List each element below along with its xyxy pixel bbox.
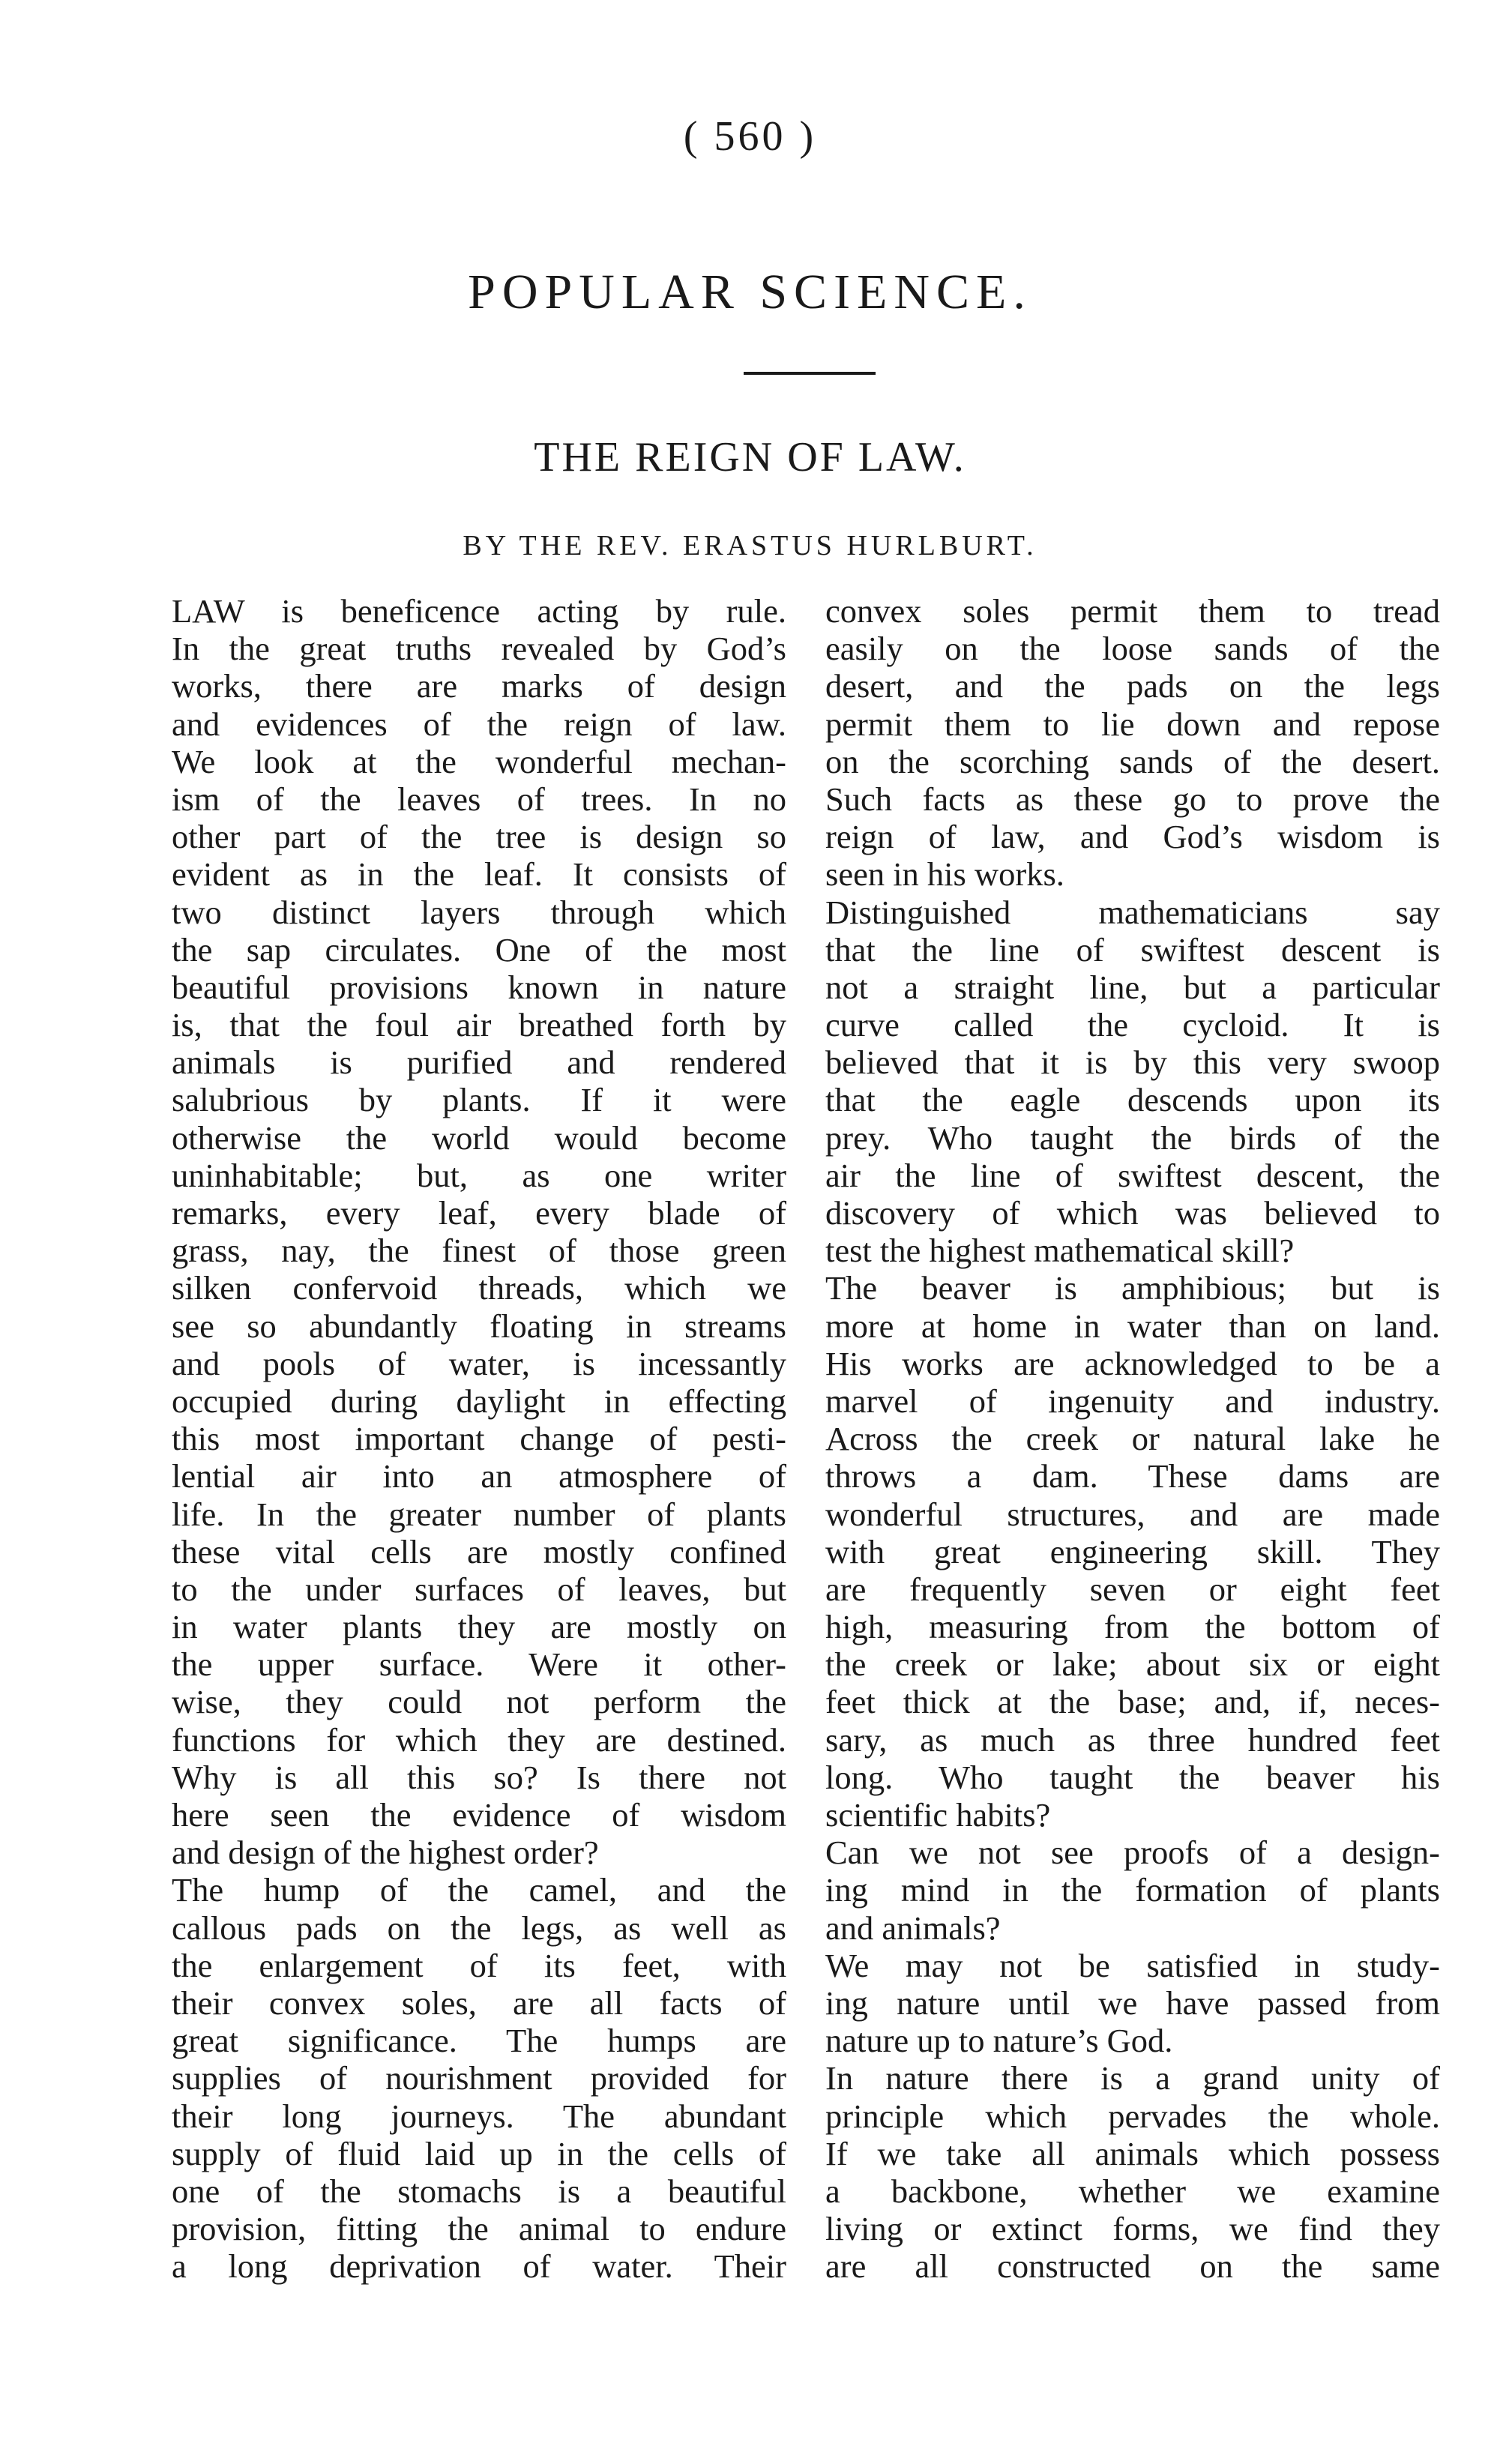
text-line: otherwise the world would become bbox=[172, 1118, 786, 1157]
text-line: We look at the wonderful mechan- bbox=[172, 742, 786, 780]
byline: BY THE REV. ERASTUS HURLBURT. bbox=[463, 530, 1037, 561]
text-line: the creek or lake; about six or eight bbox=[825, 1645, 1440, 1684]
text-line: wonderful structures, and are made bbox=[825, 1495, 1440, 1533]
text-line: their convex soles, are all facts of bbox=[172, 1983, 786, 2022]
text-line: marvel of ingenuity and industry. bbox=[825, 1382, 1440, 1420]
text-line: In the great truths revealed by God’s bbox=[172, 630, 786, 668]
text-line: works, there are marks of design bbox=[172, 667, 786, 705]
text-line: that the eagle descends upon its bbox=[825, 1081, 1440, 1119]
left-column bbox=[172, 592, 786, 2285]
text-line: ing nature until we have passed from bbox=[825, 1983, 1440, 2022]
text-line: not a straight line, but a particular bbox=[825, 968, 1440, 1006]
text-line: The hump of the camel, and the bbox=[172, 1871, 786, 1909]
text-line: on the scorching sands of the desert. bbox=[825, 742, 1440, 780]
text-line: and evidences of the reign of law. bbox=[172, 705, 786, 743]
text-line: Across the creek or natural lake he bbox=[825, 1420, 1440, 1458]
text-line: with great engineering skill. They bbox=[825, 1532, 1440, 1570]
text-line: and animals? bbox=[825, 1909, 1001, 1947]
text-line: reign of law, and God’s wisdom is bbox=[825, 818, 1440, 856]
text-line: and pools of water, is incessantly bbox=[172, 1344, 786, 1382]
text-line: His works are acknowledged to be a bbox=[825, 1344, 1440, 1382]
text-line: feet thick at the base; and, if, neces- bbox=[825, 1683, 1440, 1721]
text-line: Distinguished mathematicians say bbox=[825, 893, 1440, 931]
right-column bbox=[825, 592, 1440, 2285]
text-line: supplies of nourishment provided for bbox=[172, 2059, 786, 2097]
text-line: provision, fitting the animal to endure bbox=[172, 2210, 786, 2248]
text-line: sary, as much as three hundred feet bbox=[825, 1720, 1440, 1759]
text-line: lential air into an atmosphere of bbox=[172, 1457, 786, 1495]
text-line: Such facts as these go to prove the bbox=[825, 780, 1440, 818]
text-line: seen in his works. bbox=[825, 855, 1064, 894]
text-line: long. Who taught the beaver his bbox=[825, 1758, 1440, 1796]
text-line: supply of fluid laid up in the cells of bbox=[172, 2134, 786, 2172]
text-line: to the under surfaces of leaves, but bbox=[172, 1570, 786, 1608]
text-line: throws a dam. These dams are bbox=[825, 1457, 1440, 1495]
text-line: test the highest mathematical skill? bbox=[825, 1232, 1295, 1270]
text-line: in water plants they are mostly on bbox=[172, 1608, 786, 1646]
text-line: callous pads on the legs, as well as bbox=[172, 1909, 786, 1947]
text-line: silken confervoid threads, which we bbox=[172, 1269, 786, 1307]
text-line: In nature there is a grand unity of bbox=[825, 2059, 1440, 2097]
text-line: wise, they could not perform the bbox=[172, 1683, 786, 1721]
text-line: If we take all animals which possess bbox=[825, 2134, 1440, 2172]
text-line: animals is purified and rendered bbox=[172, 1043, 786, 1082]
text-line: beautiful provisions known in nature bbox=[172, 968, 786, 1006]
text-line: remarks, every leaf, every blade of bbox=[172, 1194, 786, 1232]
text-line: scientific habits? bbox=[825, 1796, 1051, 1834]
text-line: are all constructed on the same bbox=[825, 2247, 1440, 2286]
text-line: a backbone, whether we examine bbox=[825, 2172, 1440, 2210]
title-rule bbox=[744, 372, 876, 375]
text-line: ism of the leaves of trees. In no bbox=[172, 780, 786, 818]
text-line: Can we not see proofs of a design- bbox=[825, 1834, 1440, 1872]
text-line: easily on the loose sands of the bbox=[825, 630, 1440, 668]
text-line: living or extinct forms, we find they bbox=[825, 2210, 1440, 2248]
text-line: salubrious by plants. If it were bbox=[172, 1081, 786, 1119]
text-line: see so abundantly floating in streams bbox=[172, 1307, 786, 1345]
text-line: prey. Who taught the birds of the bbox=[825, 1118, 1440, 1157]
text-line: Why is all this so? Is there not bbox=[172, 1758, 786, 1796]
text-line: a long deprivation of water. Their bbox=[172, 2247, 786, 2286]
text-line: believed that it is by this very swoop bbox=[825, 1043, 1440, 1082]
text-line: desert, and the pads on the legs bbox=[825, 667, 1440, 705]
article-title: THE REIGN OF LAW. bbox=[534, 434, 966, 481]
text-line: is, that the foul air breathed forth by bbox=[172, 1006, 786, 1044]
text-line: the sap circulates. One of the most bbox=[172, 930, 786, 969]
text-line: life. In the greater number of plants bbox=[172, 1495, 786, 1533]
text-line: LAW is beneficence acting by rule. bbox=[172, 592, 786, 630]
text-line: and design of the highest order? bbox=[172, 1834, 599, 1872]
text-line: these vital cells are mostly confined bbox=[172, 1532, 786, 1570]
text-line: the upper surface. Were it other- bbox=[172, 1645, 786, 1684]
text-line: permit them to lie down and repose bbox=[825, 705, 1440, 743]
text-line: are frequently seven or eight feet bbox=[825, 1570, 1440, 1608]
text-line: occupied during daylight in effecting bbox=[172, 1382, 786, 1420]
text-line: evident as in the leaf. It consists of bbox=[172, 855, 786, 894]
text-line: high, measuring from the bottom of bbox=[825, 1608, 1440, 1646]
text-line: functions for which they are destined. bbox=[172, 1720, 786, 1759]
text-line: two distinct layers through which bbox=[172, 893, 786, 931]
text-line: The beaver is amphibious; but is bbox=[825, 1269, 1440, 1307]
text-line: this most important change of pesti- bbox=[172, 1420, 786, 1458]
text-line: principle which pervades the whole. bbox=[825, 2097, 1440, 2135]
text-line: discovery of which was believed to bbox=[825, 1194, 1440, 1232]
text-line: more at home in water than on land. bbox=[825, 1307, 1440, 1345]
text-line: uninhabitable; but, as one writer bbox=[172, 1156, 786, 1194]
text-line: the enlargement of its feet, with bbox=[172, 1946, 786, 1984]
text-line: their long journeys. The abundant bbox=[172, 2097, 786, 2135]
section-title: POPULAR SCIENCE. bbox=[468, 265, 1032, 319]
text-line: air the line of swiftest descent, the bbox=[825, 1156, 1440, 1194]
text-line: curve called the cycloid. It is bbox=[825, 1006, 1440, 1044]
text-line: other part of the tree is design so bbox=[172, 818, 786, 856]
page-number: ( 560 ) bbox=[683, 113, 817, 160]
text-line: that the line of swiftest descent is bbox=[825, 930, 1440, 969]
text-line: ing mind in the formation of plants bbox=[825, 1871, 1440, 1909]
text-line: grass, nay, the finest of those green bbox=[172, 1232, 786, 1270]
text-line: one of the stomachs is a beautiful bbox=[172, 2172, 786, 2210]
text-line: We may not be satisfied in study- bbox=[825, 1946, 1440, 1984]
text-line: nature up to nature’s God. bbox=[825, 2022, 1173, 2060]
text-line: convex soles permit them to tread bbox=[825, 592, 1440, 630]
text-line: great significance. The humps are bbox=[172, 2022, 786, 2060]
text-line: here seen the evidence of wisdom bbox=[172, 1796, 786, 1834]
